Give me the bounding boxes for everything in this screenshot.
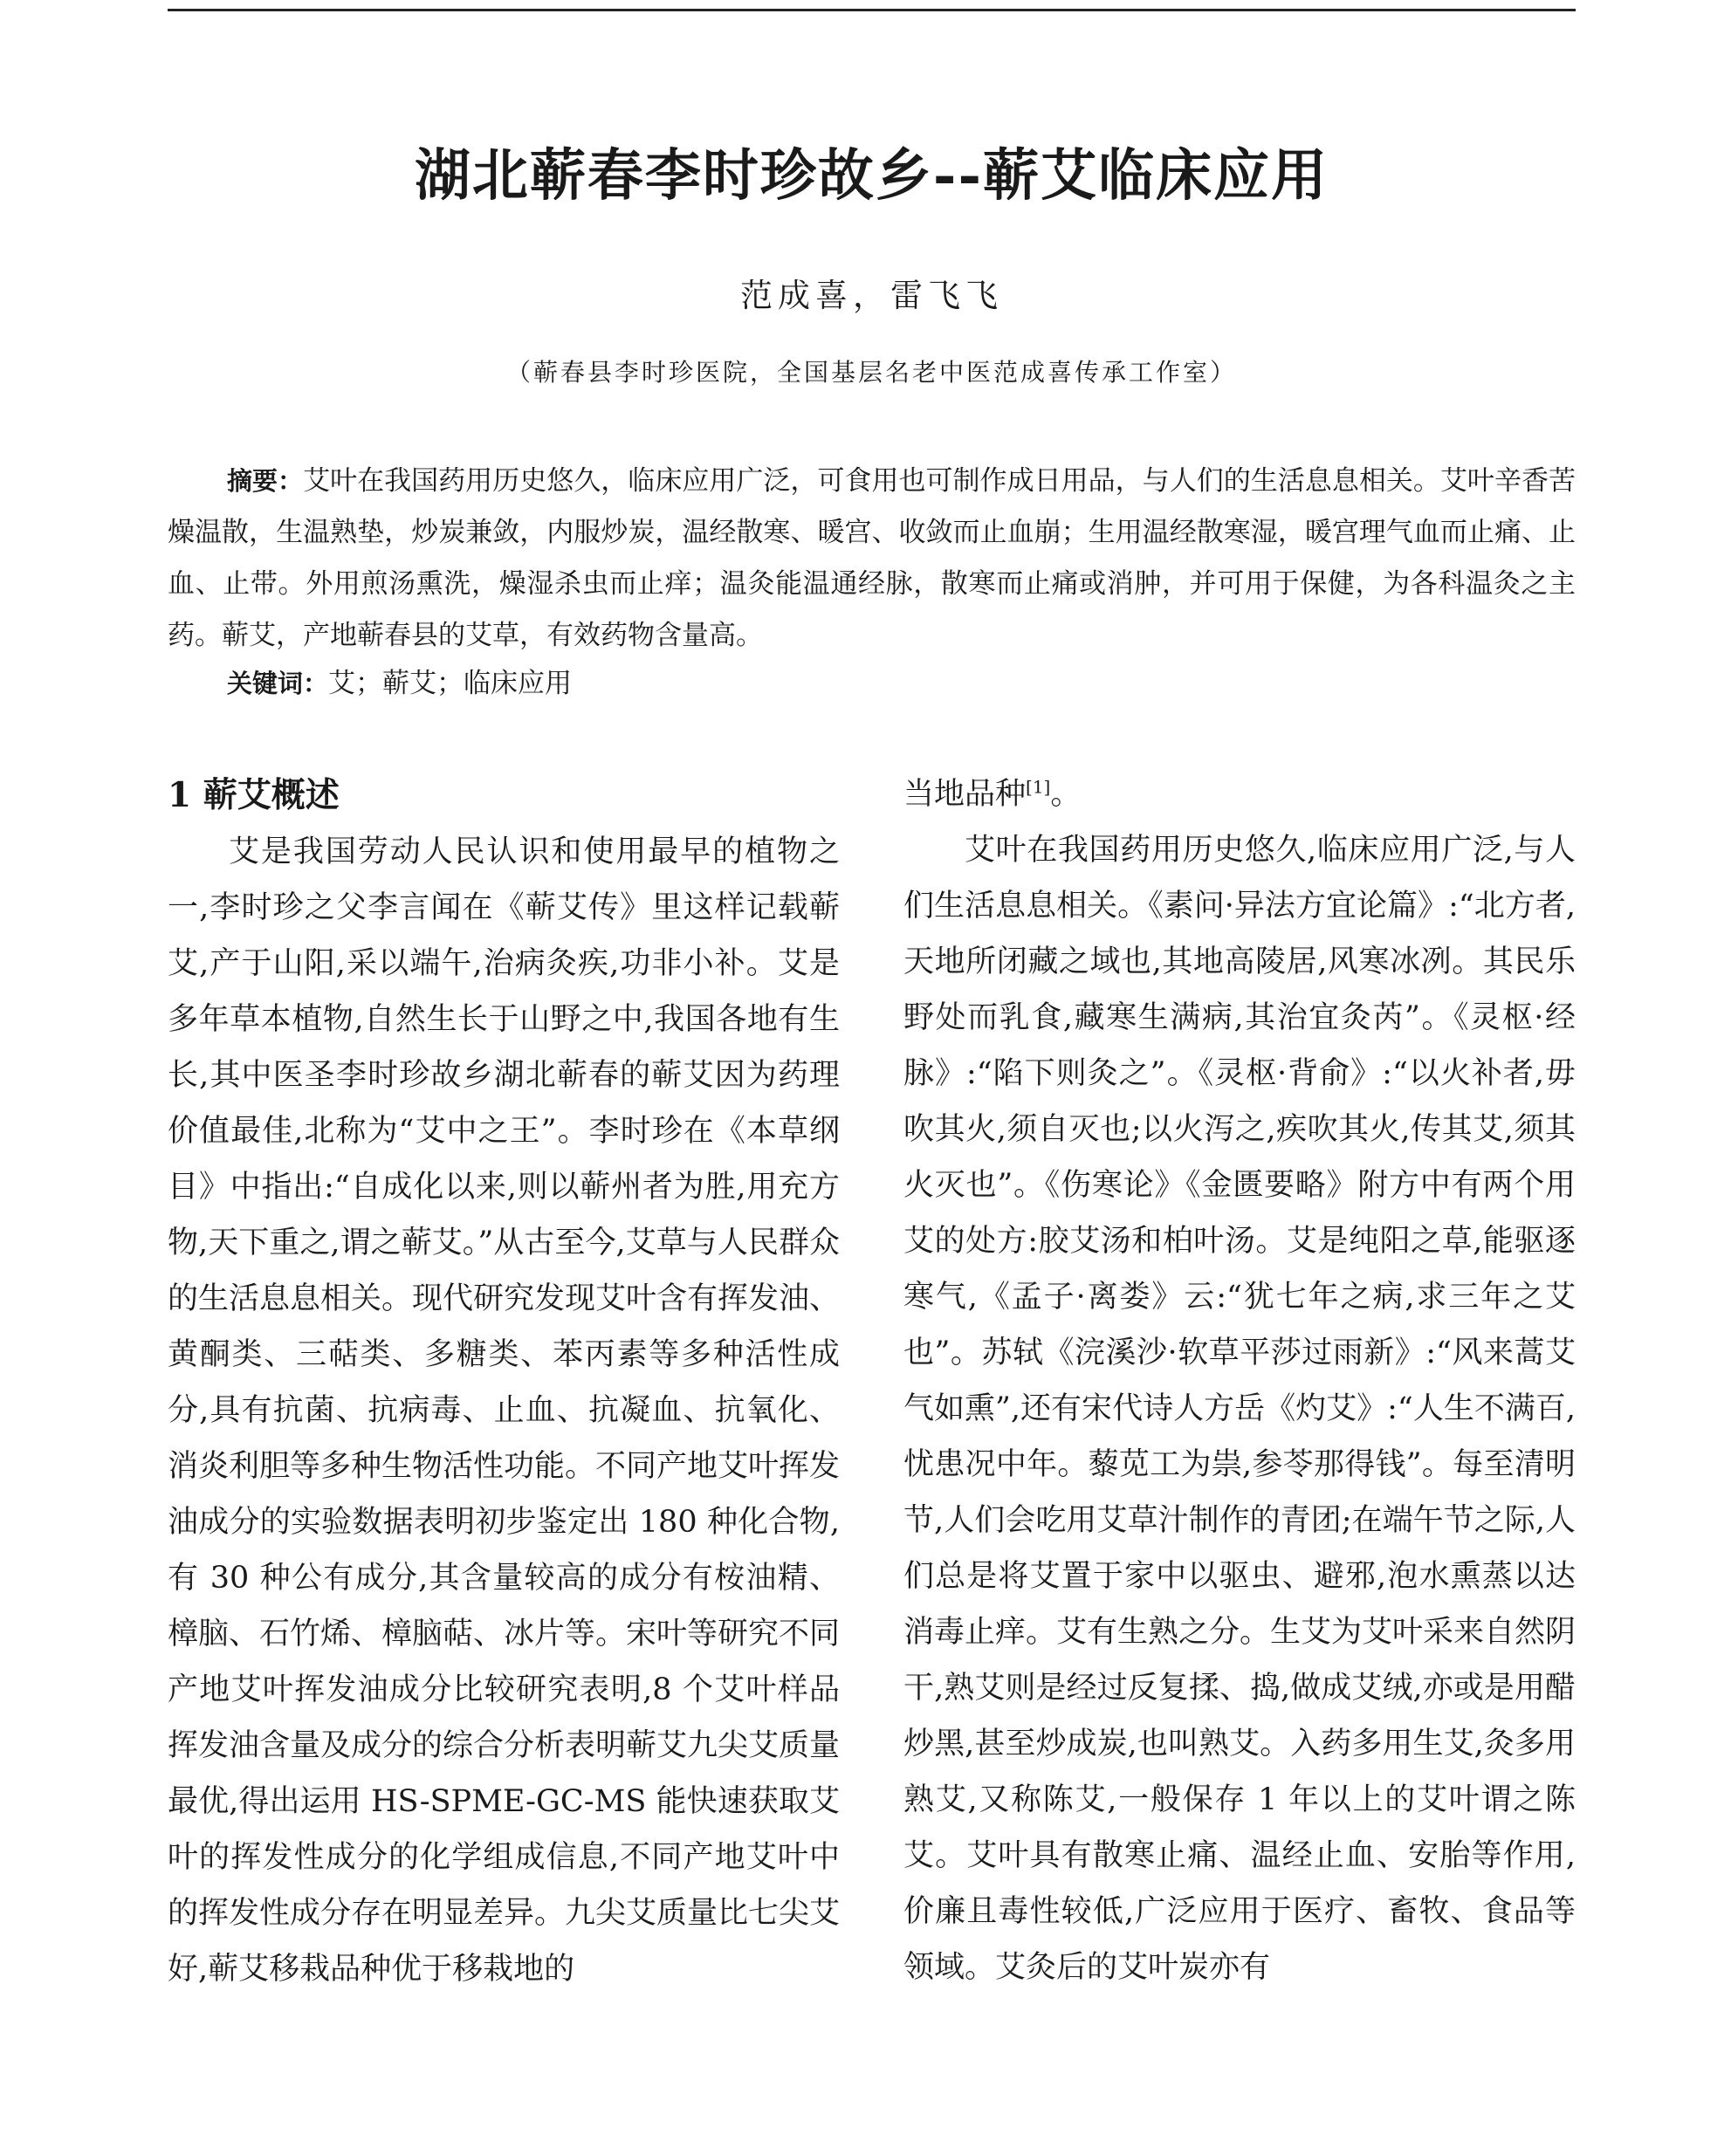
article-authors: 范成喜，雷飞飞 — [740, 277, 1003, 314]
left-column — [168, 766, 840, 1997]
body-continuation — [903, 766, 1576, 822]
article-affiliation: （蕲春县李时珍医院，全国基层名老中医范成喜传承工作室） — [505, 358, 1237, 387]
abstract-block — [168, 456, 1576, 662]
body-paragraph-right: 艾叶在我国药用历史悠久,临床应用广泛,与人们生活息息相关。《素问·异法方宜论篇》:“北方者,天地所闭藏之域也,其地高陵居,风寒冰冽。其民乐野处而乳食,藏寒生满病,其治宜灸芮”。《灵枢·经脉》:“陷下则灸之”。《灵枢·背俞》:“以火补者,毋吹其火,须自灭也;以火泻之,疾吹其火,传其艾,须其火灭也”。《伤寒论》《金匮要略》附方中有两个用艾的处方:胶艾汤和柏叶汤。艾是纯阳之草,能驱逐寒气,《孟子·离娄》云:“犹七年之病,求三年之艾也”。苏轼《浣溪沙·软草平莎过雨新》:“风来蒿艾气如熏”,还有宋代诗人方岳《灼艾》:“人生不满百,忧患况中年。藜苋工为祟,参苓那得钱”。每至清明节,人们会吃用艾草汁制作的青团;在端午节之际,人们总是将艾置于家中以驱虫、避邪,泡水熏蒸以达消毒止痒。艾有生熟之分。生艾为艾叶采来自然阴干,熟艾则是经过反复揉、捣,做成艾绒,亦或是用醋炒黑,甚至炒成炭,也叫熟艾。入药多用生艾,灸多用熟艾,又称陈艾,一般保存 1 年以上的艾叶谓之陈艾。艾叶具有散寒止痛、温经止血、安胎等作用,价廉且毒性较低,广泛应用于医疗、畜牧、食品等领域。艾灸后的艾叶炭亦有 — [903, 833, 1576, 1985]
section-heading-1: 1 蕲艾概述 — [168, 775, 340, 815]
right-column — [903, 766, 1576, 1995]
keywords-text: 艾；蕲艾；临床应用 — [328, 668, 573, 699]
article-title: 湖北蕲春李时珍故乡--蕲艾临床应用 — [414, 143, 1329, 209]
keywords-block — [227, 658, 572, 710]
abstract-label: 摘要： — [227, 466, 304, 496]
abstract-text: 艾叶在我国药用历史悠久，临床应用广泛，可食用也可制作成日用品，与人们的生活息息相关。艾叶辛香苦燥温散，生温熟垫，炒炭兼敛，内服炒炭，温经散寒、暖宫、收敛而止血崩；生用温经散寒湿，暖宫理气血而止痛、止血、止带。外用煎汤熏洗，燥湿杀虫而止痒；温灸能温通经脉，散寒而止痛或消肿，并可用于保健，为各科温灸之主药。蕲艾，产地蕲春县的艾草，有效药物含量高。 — [168, 465, 1576, 651]
paper-page — [168, 0, 1576, 2156]
keywords-label: 关键词： — [227, 669, 329, 698]
continuation-text: 当地品种 — [903, 777, 1027, 812]
citation-marker: [1] — [1026, 776, 1051, 798]
body-paragraph-left: 艾是我国劳动人民认识和使用最早的植物之一,李时珍之父李言闻在《蕲艾传》里这样记载蕲艾,产于山阳,采以端午,治病灸疾,功非小补。艾是多年草本植物,自然生长于山野之中,我国各地有生长,其中医圣李时珍故乡湖北蕲春的蕲艾因为药理价值最佳,北称为“艾中之王”。李时珍在《本草纲目》中指出:“自成化以来,则以蕲州者为胜,用充方物,天下重之,谓之蕲艾。”从古至今,艾草与人民群众的生活息息相关。现代研究发现艾叶含有挥发油、黄酮类、三萜类、多糖类、苯丙素等多种活性成分,具有抗菌、抗病毒、止血、抗凝血、抗氧化、消炎利胆等多种生物活性功能。不同产地艾叶挥发油成分的实验数据表明初步鉴定出 180 种化合物,有 30 种公有成分,其含量较高的成分有桉油精、樟脑、石竹烯、樟脑萜、冰片等。宋叶等研究不同产地艾叶挥发油成分比较研究表明,8 个艾叶样品挥发油含量及成分的综合分析表明蕲艾九尖艾质量最优,得出运用 HS-SPME-GC-MS 能快速获取艾叶的挥发性成分的化学组成信息,不同产地艾叶中的挥发性成分存在明显差异。九尖艾质量比七尖艾好,蕲艾移栽品种优于移栽地的 — [168, 834, 841, 1987]
continuation-end: 。 — [1050, 777, 1082, 812]
